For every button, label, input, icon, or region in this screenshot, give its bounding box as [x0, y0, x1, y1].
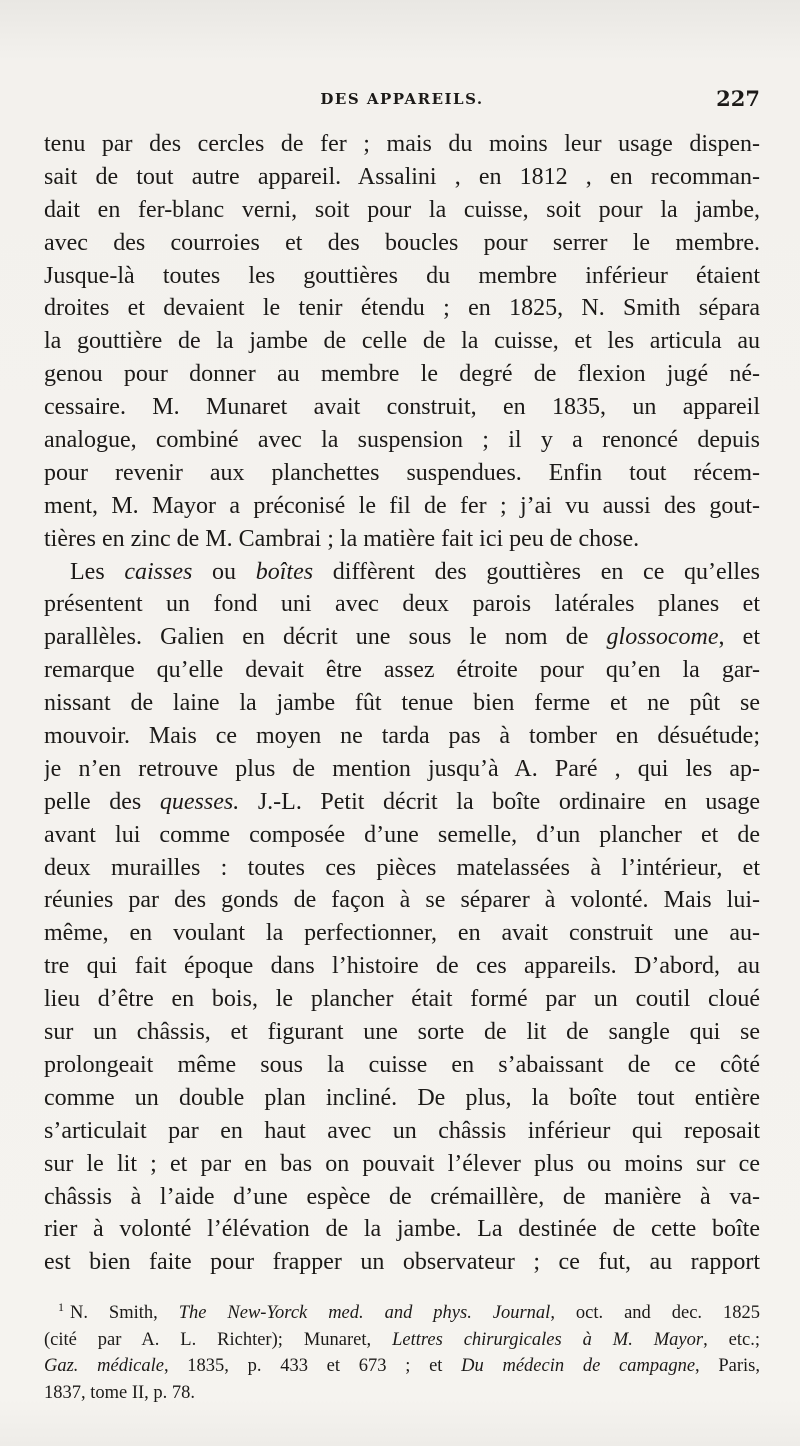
text-segment: mouvoir. Mais ce moyen ne tarda pas à tomber en désuétude;	[44, 723, 760, 750]
text-line	[44, 720, 760, 753]
text-line	[44, 1181, 760, 1214]
text-segment: , et	[718, 624, 760, 651]
text-line	[44, 523, 760, 556]
footnotes	[44, 1300, 760, 1406]
text-line	[44, 819, 760, 852]
text-segment: réunies par des gonds de façon à se séparer à volonté. Mais lui-	[44, 887, 760, 914]
italic-title: The New-Yorck med. and phys. Journal	[178, 1303, 551, 1323]
text-segment: prolongeait même sous la cuisse en s’abaissant de ce côté	[44, 1051, 760, 1078]
text-line	[44, 588, 760, 621]
footnote-marker: 1	[58, 1300, 64, 1314]
text-segment: parallèles. Galien en décrit une sous le nom de	[44, 624, 607, 651]
text-line	[44, 1016, 760, 1049]
italic-term: caisses	[124, 558, 193, 585]
text-line	[44, 917, 760, 950]
text-segment: s’articulait par en haut avec un châssis inférieur qui reposait	[44, 1117, 760, 1144]
italic-title: Du médecin de campagne	[461, 1356, 696, 1376]
text-line	[44, 325, 760, 358]
text-line	[44, 1115, 760, 1148]
text-line	[44, 753, 760, 786]
text-segment: Les	[70, 558, 125, 585]
text-segment: cessaire. M. Munaret avait construit, en 1835, un appareil	[44, 394, 760, 421]
text-segment: ment, M. Mayor a préconisé le fil de fer ; j’ai vu aussi des gout-	[44, 492, 760, 519]
text-segment: droites et devaient le tenir étendu ; en 1825, N. Smith sépara	[44, 295, 760, 322]
text-line	[44, 950, 760, 983]
footnote-line	[44, 1353, 760, 1380]
text-segment: , 1835, p. 433 et 673 ; et	[163, 1356, 462, 1376]
text-line	[44, 391, 760, 424]
text-segment: tre qui fait époque dans l’histoire de ces appareils. D’abord, au	[44, 953, 760, 980]
text-line	[44, 424, 760, 457]
footnote-line	[44, 1380, 760, 1407]
text-segment: ou	[192, 558, 256, 585]
text-line	[44, 1148, 760, 1181]
text-segment: sur un châssis, et figurant une sorte de lit de sangle qui se	[44, 1019, 760, 1046]
text-segment: lieu d’être en bois, le plancher était formé par un coutil cloué	[44, 986, 760, 1013]
text-line	[44, 457, 760, 490]
text-line	[44, 1213, 760, 1246]
page-number: 227	[716, 86, 760, 111]
text-segment: tières en zinc de M. Cambrai ; la matière fait ici peu de chose.	[44, 525, 640, 552]
text-segment: la gouttière de la jambe de celle de la cuisse, et les articula au	[44, 328, 760, 355]
text-segment: , Paris,	[695, 1356, 760, 1376]
running-title: DES APPAREILS.	[320, 90, 484, 108]
text-segment: tenu par des cercles de fer ; mais du moins leur usage dispen-	[44, 131, 760, 157]
text-line	[44, 490, 760, 523]
text-segment: (cité par A. L. Richter); Munaret,	[44, 1329, 393, 1350]
footnote-line	[44, 1327, 760, 1354]
text-segment: 1837, tome II, p. 78.	[44, 1382, 196, 1403]
italic-title: Lettres chirurgicales à M. Mayor	[392, 1329, 704, 1350]
text-line	[44, 292, 760, 325]
text-line	[44, 260, 760, 293]
text-segment: , oct. and dec. 1825	[550, 1303, 760, 1323]
text-line	[44, 556, 760, 589]
text-line	[44, 1246, 760, 1279]
text-segment: pour revenir aux planchettes suspendues. Enfin tout récem-	[44, 459, 760, 486]
text-segment: rier à volonté l’élévation de la jambe. La destinée de cette boîte	[44, 1216, 760, 1243]
text-segment: dait en fer-blanc verni, soit pour la cuisse, soit pour la jambe,	[44, 196, 760, 223]
text-line	[44, 227, 760, 260]
text-segment: Jusque-là toutes les gouttières du membre inférieur étaient	[44, 262, 760, 289]
text-line	[44, 621, 760, 654]
text-line	[44, 194, 760, 227]
text-segment: présentent un fond uni avec deux parois latérales planes et	[44, 591, 760, 618]
text-line	[44, 884, 760, 917]
footnote-line	[44, 1300, 760, 1327]
text-segment: je n’en retrouve plus de mention jusqu’à A. Paré , qui les ap-	[44, 755, 760, 782]
text-segment: remarque qu’elle devait être assez étroite pour qu’en la gar-	[44, 657, 760, 684]
text-line	[44, 1049, 760, 1082]
text-line	[44, 1082, 760, 1115]
text-segment: est bien faite pour frapper un observateur ; ce fut, au rapport	[44, 1249, 760, 1276]
text-line	[44, 358, 760, 391]
page-header	[44, 86, 760, 116]
text-line	[44, 161, 760, 194]
text-segment: châssis à l’aide d’une espèce de crémaillère, de manière à va-	[44, 1183, 760, 1210]
text-segment: genou pour donner au membre le degré de flexion jugé né-	[44, 361, 760, 388]
italic-term: boîtes	[255, 558, 314, 585]
text-segment: sait de tout autre appareil. Assalini , en 1812 , en recomman-	[44, 163, 760, 190]
text-segment: analogue, combiné avec la suspension ; il y a renoncé depuis	[44, 427, 760, 454]
text-line	[44, 687, 760, 720]
body-text	[44, 128, 760, 1279]
text-segment: N. Smith,	[70, 1303, 179, 1323]
text-line	[44, 654, 760, 687]
text-line	[44, 852, 760, 885]
text-line	[44, 786, 760, 819]
text-segment: avec des courroies et des boucles pour serrer le membre.	[44, 229, 760, 256]
italic-term: quesses.	[159, 788, 240, 815]
text-segment: J.-L. Petit décrit la boîte ordinaire en usage	[239, 788, 760, 815]
text-segment: diffèrent des gouttières en ce qu’elles	[313, 558, 760, 585]
text-segment: sur le lit ; et par en bas on pouvait l’élever plus ou moins sur ce	[44, 1150, 760, 1177]
text-line	[44, 983, 760, 1016]
text-segment: comme un double plan incliné. De plus, la boîte tout entière	[44, 1084, 760, 1111]
italic-term: glossocome	[606, 624, 719, 651]
text-segment: deux murailles : toutes ces pièces matelassées à l’intérieur, et	[44, 854, 760, 881]
text-segment: pelle des	[44, 788, 160, 815]
text-segment: avant lui comme composée d’une semelle, d’un plancher et de	[44, 821, 760, 848]
text-segment: même, en voulant la perfectionner, en avait construit une au-	[44, 920, 760, 947]
italic-title: Gaz. médicale	[44, 1356, 164, 1376]
text-segment: nissant de laine la jambe fût tenue bien ferme et ne pût se	[44, 690, 760, 717]
text-segment: , etc.;	[703, 1329, 760, 1350]
text-line	[44, 128, 760, 161]
